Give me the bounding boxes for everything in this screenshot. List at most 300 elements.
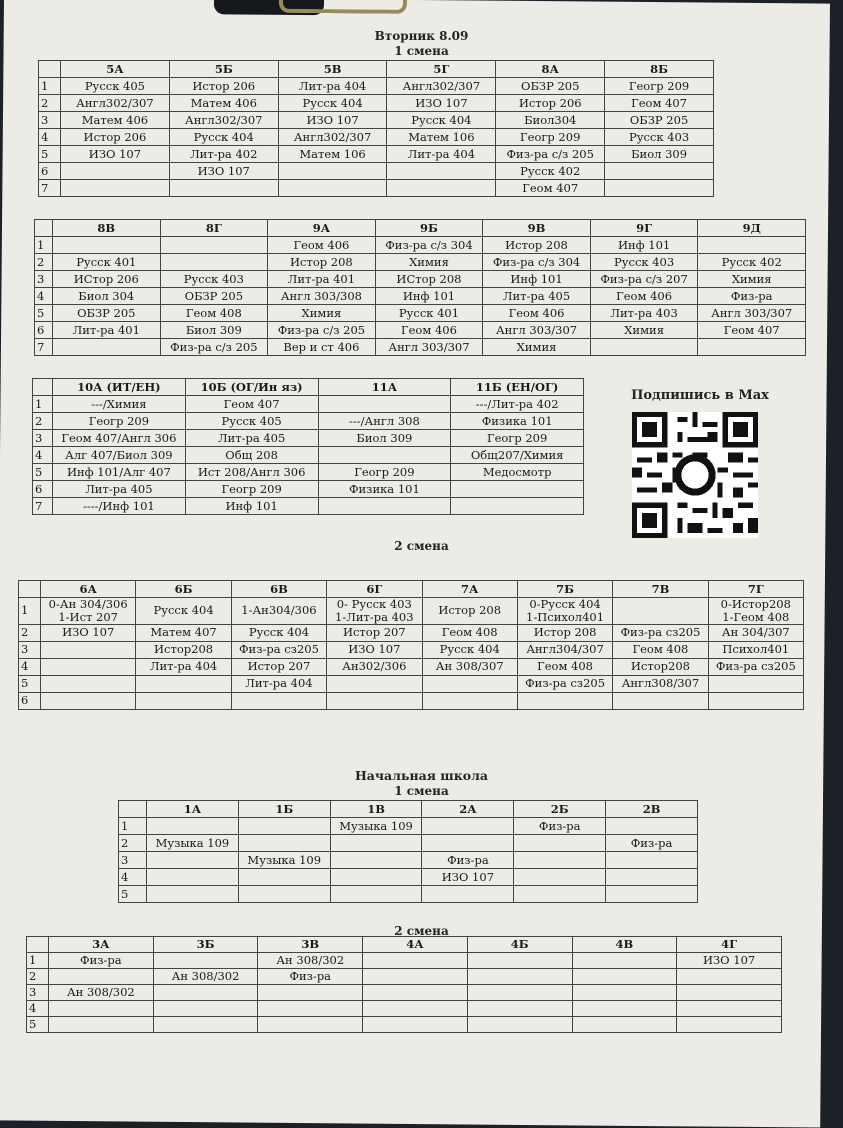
lesson-cell: Физ-ра с/з 304 xyxy=(375,237,483,254)
lesson-cell: Русск 405 xyxy=(185,413,318,430)
lesson-cell xyxy=(318,498,451,515)
table-row xyxy=(33,498,584,515)
class-header: 2Б xyxy=(514,801,606,818)
table-row xyxy=(33,447,584,464)
lesson-cell xyxy=(467,969,572,985)
table-row xyxy=(33,464,584,481)
table-row xyxy=(39,78,714,95)
lesson-cell: Музыка 109 xyxy=(147,835,239,852)
lesson-cell xyxy=(136,692,231,709)
lesson-cell xyxy=(231,692,326,709)
table-row xyxy=(19,641,804,658)
lesson-cell: 0-Русск 404 1-Психол401 xyxy=(517,598,612,625)
class-header: 9Б xyxy=(375,220,483,237)
lesson-cell: Инф 101/Алг 407 xyxy=(53,464,186,481)
lesson-cell: Геом 407 xyxy=(698,322,806,339)
lesson-cell: Геогр 209 xyxy=(605,78,714,95)
lesson-cell xyxy=(590,339,698,356)
lesson-cell: Истор208 xyxy=(613,658,708,675)
lesson-cell xyxy=(677,969,782,985)
class-header: 9А xyxy=(268,220,376,237)
table-row xyxy=(19,658,804,675)
lesson-cell xyxy=(698,237,806,254)
class-header: 1В xyxy=(330,801,422,818)
lesson-cell xyxy=(160,237,268,254)
shift2-label: 2 смена xyxy=(394,539,449,553)
class-header: 2В xyxy=(606,801,698,818)
class-header: 4В xyxy=(572,937,677,953)
lesson-cell: Геогр 209 xyxy=(318,464,451,481)
lesson-cell xyxy=(363,985,468,1001)
lesson-cell: Химия xyxy=(698,271,806,288)
table-row xyxy=(33,413,584,430)
table-row xyxy=(119,835,698,852)
lesson-cell xyxy=(61,163,170,180)
lesson-cell: Геом 406 xyxy=(590,288,698,305)
lesson-cell xyxy=(422,818,514,835)
lesson-cell: Биол 309 xyxy=(605,146,714,163)
class-header: 3В xyxy=(258,937,363,953)
class-header: 6Г xyxy=(327,581,422,598)
lesson-number: 4 xyxy=(27,1001,49,1017)
schedule-table-primary-3-4 xyxy=(26,936,782,1033)
lesson-cell: Геом 408 xyxy=(613,641,708,658)
shift1-label: 1 смена xyxy=(394,44,449,58)
lesson-cell xyxy=(514,886,606,903)
lesson-cell xyxy=(278,180,387,197)
lesson-cell: Физ-ра xyxy=(606,835,698,852)
table-row xyxy=(39,95,714,112)
lesson-cell: ИЗО 107 xyxy=(387,95,496,112)
lesson-cell xyxy=(572,953,677,969)
lesson-cell xyxy=(258,1001,363,1017)
lesson-cell xyxy=(153,1017,258,1033)
class-header: 7Б xyxy=(517,581,612,598)
lesson-cell: Истор 206 xyxy=(61,129,170,146)
lesson-cell: ИЗО 107 xyxy=(278,112,387,129)
lesson-cell: Лит-ра 404 xyxy=(136,658,231,675)
lesson-cell: Матем 407 xyxy=(136,624,231,641)
lesson-cell: ОБЗР 205 xyxy=(496,78,605,95)
lesson-cell: Русск 401 xyxy=(375,305,483,322)
lesson-cell xyxy=(278,163,387,180)
table-row xyxy=(35,305,806,322)
lesson-cell: Физ-ра с/з 207 xyxy=(590,271,698,288)
table-row xyxy=(119,886,698,903)
lesson-cell xyxy=(572,1017,677,1033)
lesson-cell: Геом 408 xyxy=(160,305,268,322)
lesson-cell: Геом 407 xyxy=(185,396,318,413)
lesson-cell: ОБЗР 205 xyxy=(53,305,161,322)
lesson-number: 6 xyxy=(35,322,53,339)
class-header: 9В xyxy=(483,220,591,237)
lesson-cell xyxy=(147,818,239,835)
lesson-cell: Англ 303/307 xyxy=(375,339,483,356)
lesson-cell: Музыка 109 xyxy=(330,818,422,835)
lesson-number: 1 xyxy=(19,598,41,625)
lesson-number: 2 xyxy=(39,95,61,112)
lesson-cell: Физ-ра с/з 205 xyxy=(160,339,268,356)
lesson-number: 5 xyxy=(19,675,41,692)
lesson-cell: ИЗО 107 xyxy=(169,163,278,180)
lesson-number: 7 xyxy=(39,180,61,197)
lesson-cell: Медосмотр xyxy=(451,464,584,481)
lesson-cell xyxy=(53,339,161,356)
lesson-number: 4 xyxy=(119,869,147,886)
lesson-cell: Физ-ра xyxy=(514,818,606,835)
lesson-cell: Русск 403 xyxy=(605,129,714,146)
lesson-cell xyxy=(467,953,572,969)
lesson-number: 4 xyxy=(19,658,41,675)
table-row xyxy=(33,430,584,447)
qr-caption: Подпишись в Max xyxy=(631,388,769,403)
lesson-cell: Истор 208 xyxy=(517,624,612,641)
schedule-table-5-8 xyxy=(38,60,714,197)
lesson-cell xyxy=(153,985,258,1001)
lesson-cell: Русск 402 xyxy=(698,254,806,271)
lesson-cell: Русск 405 xyxy=(61,78,170,95)
class-header: 10А (ИТ/ЕН) xyxy=(53,379,186,396)
lesson-cell xyxy=(41,641,136,658)
table-row xyxy=(119,818,698,835)
lesson-number: 7 xyxy=(33,498,53,515)
lesson-cell xyxy=(363,1017,468,1033)
lesson-cell: Лит-ра 405 xyxy=(483,288,591,305)
lesson-number: 2 xyxy=(35,254,53,271)
lesson-cell: Химия xyxy=(268,305,376,322)
lesson-cell: Биол 309 xyxy=(160,322,268,339)
lesson-cell xyxy=(698,339,806,356)
lesson-cell: Биол 304 xyxy=(53,288,161,305)
table-header-row xyxy=(19,581,804,598)
header-corner xyxy=(27,937,49,953)
lesson-cell: Физ-ра с/з 304 xyxy=(483,254,591,271)
lesson-cell xyxy=(147,886,239,903)
lesson-cell: Русск 401 xyxy=(53,254,161,271)
table-row xyxy=(19,675,804,692)
lesson-cell: ----/Инф 101 xyxy=(53,498,186,515)
lesson-cell: 0-Ан 304/306 1-Ист 207 xyxy=(41,598,136,625)
lesson-number: 1 xyxy=(33,396,53,413)
lesson-cell xyxy=(467,985,572,1001)
lesson-cell xyxy=(606,852,698,869)
lesson-cell: Физ-ра с/з 205 xyxy=(268,322,376,339)
lesson-cell: Инф 101 xyxy=(590,237,698,254)
lesson-cell xyxy=(330,852,422,869)
schedule-table-6-7 xyxy=(18,580,804,710)
primary-school-label: Начальная школа xyxy=(354,768,488,783)
lesson-cell: Инф 101 xyxy=(185,498,318,515)
lesson-cell: ИЗО 107 xyxy=(422,869,514,886)
lesson-cell: Англ 303/307 xyxy=(698,305,806,322)
schedule-table-8-9 xyxy=(34,219,806,356)
lesson-cell xyxy=(41,692,136,709)
table-row xyxy=(27,1017,782,1033)
lesson-number: 1 xyxy=(39,78,61,95)
lesson-cell: Истор 207 xyxy=(231,658,326,675)
class-header: 7А xyxy=(422,581,517,598)
lesson-cell xyxy=(136,675,231,692)
lesson-cell: ---/Англ 308 xyxy=(318,413,451,430)
lesson-cell xyxy=(147,852,239,869)
lesson-cell: Геом 406 xyxy=(483,305,591,322)
class-header: 2А xyxy=(422,801,514,818)
class-header: 8Г xyxy=(160,220,268,237)
lesson-cell: Лит-ра 401 xyxy=(268,271,376,288)
lesson-cell xyxy=(422,886,514,903)
lesson-cell xyxy=(677,985,782,1001)
lesson-cell: ОБЗР 205 xyxy=(605,112,714,129)
lesson-cell xyxy=(572,985,677,1001)
header-corner xyxy=(19,581,41,598)
lesson-number: 3 xyxy=(33,430,53,447)
class-header: 5Б xyxy=(169,61,278,78)
lesson-cell: Физ-ра сз205 xyxy=(517,675,612,692)
lesson-cell xyxy=(238,869,330,886)
class-header: 7Г xyxy=(708,581,803,598)
lesson-number: 5 xyxy=(35,305,53,322)
class-header: 3Б xyxy=(153,937,258,953)
lesson-cell: Русск 404 xyxy=(169,129,278,146)
lesson-cell xyxy=(387,163,496,180)
class-header: 3А xyxy=(49,937,154,953)
lesson-cell: Ан302/306 xyxy=(327,658,422,675)
lesson-cell xyxy=(53,237,161,254)
lesson-cell: Физ-ра xyxy=(698,288,806,305)
lesson-cell xyxy=(387,180,496,197)
lesson-number: 2 xyxy=(33,413,53,430)
lesson-number: 3 xyxy=(19,641,41,658)
lesson-cell: ИЗО 107 xyxy=(41,624,136,641)
class-header: 5Г xyxy=(387,61,496,78)
table-row xyxy=(35,271,806,288)
lesson-cell: Русск 404 xyxy=(231,624,326,641)
lesson-cell xyxy=(238,886,330,903)
table-row xyxy=(119,852,698,869)
table-row xyxy=(35,339,806,356)
lesson-cell: Физ-ра сз205 xyxy=(231,641,326,658)
header-corner xyxy=(35,220,53,237)
table-row xyxy=(35,322,806,339)
lesson-cell xyxy=(451,498,584,515)
lesson-cell xyxy=(708,675,803,692)
lesson-cell: Психол401 xyxy=(708,641,803,658)
lesson-cell: Матем 406 xyxy=(61,112,170,129)
lesson-cell: Англ302/307 xyxy=(169,112,278,129)
lesson-cell: Музыка 109 xyxy=(238,852,330,869)
lesson-cell: Русск 404 xyxy=(422,641,517,658)
lesson-cell xyxy=(677,1017,782,1033)
lesson-cell: Матем 106 xyxy=(387,129,496,146)
lesson-cell xyxy=(318,447,451,464)
lesson-cell: Англ304/307 xyxy=(517,641,612,658)
class-header: 4А xyxy=(363,937,468,953)
lesson-cell: Инф 101 xyxy=(375,288,483,305)
lesson-cell: Англ302/307 xyxy=(61,95,170,112)
lesson-cell: Ан 308/302 xyxy=(258,953,363,969)
class-header: 4Б xyxy=(467,937,572,953)
lesson-cell: Ист 208/Англ 306 xyxy=(185,464,318,481)
lesson-cell xyxy=(605,180,714,197)
table-row xyxy=(39,163,714,180)
lesson-cell xyxy=(169,180,278,197)
lesson-cell: Геогр 209 xyxy=(185,481,318,498)
lesson-cell xyxy=(330,886,422,903)
lesson-cell: Русск 403 xyxy=(160,271,268,288)
lesson-cell: Матем 406 xyxy=(169,95,278,112)
lesson-cell xyxy=(327,692,422,709)
lesson-cell: Истор208 xyxy=(136,641,231,658)
primary-shift1-label: 1 смена xyxy=(394,784,449,798)
lesson-cell: ИЗО 107 xyxy=(61,146,170,163)
lesson-cell xyxy=(363,969,468,985)
lesson-cell xyxy=(708,692,803,709)
lesson-cell xyxy=(451,481,584,498)
lesson-cell: ---/Лит-ра 402 xyxy=(451,396,584,413)
lesson-cell xyxy=(606,818,698,835)
lesson-cell xyxy=(327,675,422,692)
lesson-cell xyxy=(49,969,154,985)
lesson-cell: Физика 101 xyxy=(318,481,451,498)
lesson-cell xyxy=(160,254,268,271)
class-header: 11А xyxy=(318,379,451,396)
class-header: 1А xyxy=(147,801,239,818)
lesson-cell xyxy=(514,835,606,852)
lesson-cell xyxy=(606,869,698,886)
lesson-cell xyxy=(363,953,468,969)
class-header: 9Г xyxy=(590,220,698,237)
table-header-row xyxy=(35,220,806,237)
lesson-cell xyxy=(467,1001,572,1017)
lesson-number: 3 xyxy=(27,985,49,1001)
lesson-number: 6 xyxy=(33,481,53,498)
lesson-cell: Лит-ра 401 xyxy=(53,322,161,339)
lesson-cell: Ан 308/302 xyxy=(49,985,154,1001)
class-header: 1Б xyxy=(238,801,330,818)
lesson-cell xyxy=(41,658,136,675)
lesson-cell: 1-Ан304/306 xyxy=(231,598,326,625)
lesson-cell: ИЗО 107 xyxy=(327,641,422,658)
lesson-cell: ИСтор 206 xyxy=(53,271,161,288)
lesson-cell: Ан 308/302 xyxy=(153,969,258,985)
lesson-cell: Лит-ра 404 xyxy=(231,675,326,692)
table-row xyxy=(119,869,698,886)
qr-code[interactable] xyxy=(632,412,758,538)
lesson-cell: Истор 208 xyxy=(483,237,591,254)
lesson-number: 6 xyxy=(19,692,41,709)
lesson-cell xyxy=(422,835,514,852)
lesson-cell: Ан 304/307 xyxy=(708,624,803,641)
lesson-cell xyxy=(677,1001,782,1017)
lesson-cell: ---/Химия xyxy=(53,396,186,413)
lesson-number: 3 xyxy=(119,852,147,869)
lesson-cell: Матем 106 xyxy=(278,146,387,163)
table-row xyxy=(39,180,714,197)
lesson-cell xyxy=(467,1017,572,1033)
class-header: 8А xyxy=(496,61,605,78)
table-row xyxy=(35,254,806,271)
lesson-cell: Ан 308/307 xyxy=(422,658,517,675)
lesson-cell: Истор 207 xyxy=(327,624,422,641)
lesson-cell: Физ-ра сз205 xyxy=(708,658,803,675)
schedule-table-10-11 xyxy=(32,378,584,515)
lesson-cell: Геом 407 xyxy=(496,180,605,197)
lesson-cell xyxy=(41,675,136,692)
header-corner xyxy=(33,379,53,396)
class-header: 9Д xyxy=(698,220,806,237)
lesson-cell: Истор 208 xyxy=(268,254,376,271)
lesson-cell xyxy=(153,953,258,969)
lesson-number: 1 xyxy=(27,953,49,969)
lesson-cell: Биол 309 xyxy=(318,430,451,447)
lesson-cell xyxy=(318,396,451,413)
lesson-cell: 0- Русск 403 1-Лит-ра 403 xyxy=(327,598,422,625)
lesson-cell: Химия xyxy=(590,322,698,339)
lesson-cell: Русск 404 xyxy=(278,95,387,112)
class-header: 6Б xyxy=(136,581,231,598)
lesson-cell: Физика 101 xyxy=(451,413,584,430)
lesson-cell: Русск 403 xyxy=(590,254,698,271)
lesson-cell: Химия xyxy=(375,254,483,271)
lesson-cell xyxy=(61,180,170,197)
lesson-cell xyxy=(422,692,517,709)
lesson-cell: Биол304 xyxy=(496,112,605,129)
lesson-cell xyxy=(363,1001,468,1017)
lesson-number: 4 xyxy=(35,288,53,305)
lesson-cell xyxy=(153,1001,258,1017)
lesson-number: 5 xyxy=(33,464,53,481)
table-header-row xyxy=(27,937,782,953)
lesson-cell: Алг 407/Биол 309 xyxy=(53,447,186,464)
lesson-number: 1 xyxy=(119,818,147,835)
header-corner xyxy=(39,61,61,78)
class-header: 8Б xyxy=(605,61,714,78)
lesson-number: 1 xyxy=(35,237,53,254)
lesson-cell: Геом 407 xyxy=(605,95,714,112)
lesson-cell: Физ-ра xyxy=(49,953,154,969)
lesson-cell: Геогр 209 xyxy=(496,129,605,146)
lesson-cell: ОБЗР 205 xyxy=(160,288,268,305)
primary-shift2-label: 2 смена xyxy=(394,924,449,938)
lesson-cell: Инф 101 xyxy=(483,271,591,288)
lesson-cell: Англ302/307 xyxy=(387,78,496,95)
lesson-cell: Геом 408 xyxy=(517,658,612,675)
table-header-row xyxy=(39,61,714,78)
class-header: 6А xyxy=(41,581,136,598)
page-title: Вторник 8.09 xyxy=(374,29,469,43)
lesson-cell: Англ302/307 xyxy=(278,129,387,146)
lesson-cell xyxy=(572,1001,677,1017)
lesson-cell: Лит-ра 404 xyxy=(278,78,387,95)
lesson-number: 2 xyxy=(119,835,147,852)
lesson-cell: Геом 408 xyxy=(422,624,517,641)
lesson-cell: ИЗО 107 xyxy=(677,953,782,969)
lesson-cell: Лит-ра 402 xyxy=(169,146,278,163)
class-header: 5А xyxy=(61,61,170,78)
lesson-cell xyxy=(613,598,708,625)
lesson-cell xyxy=(49,1001,154,1017)
lesson-cell xyxy=(613,692,708,709)
lesson-cell: Химия xyxy=(483,339,591,356)
lesson-cell: Геогр 209 xyxy=(451,430,584,447)
lesson-cell: Истор 208 xyxy=(422,598,517,625)
lesson-cell: Русск 404 xyxy=(387,112,496,129)
lesson-number: 5 xyxy=(119,886,147,903)
lesson-cell: Лит-ра 403 xyxy=(590,305,698,322)
lesson-cell xyxy=(572,969,677,985)
clipboard-wire xyxy=(279,0,407,14)
table-header-row xyxy=(119,801,698,818)
